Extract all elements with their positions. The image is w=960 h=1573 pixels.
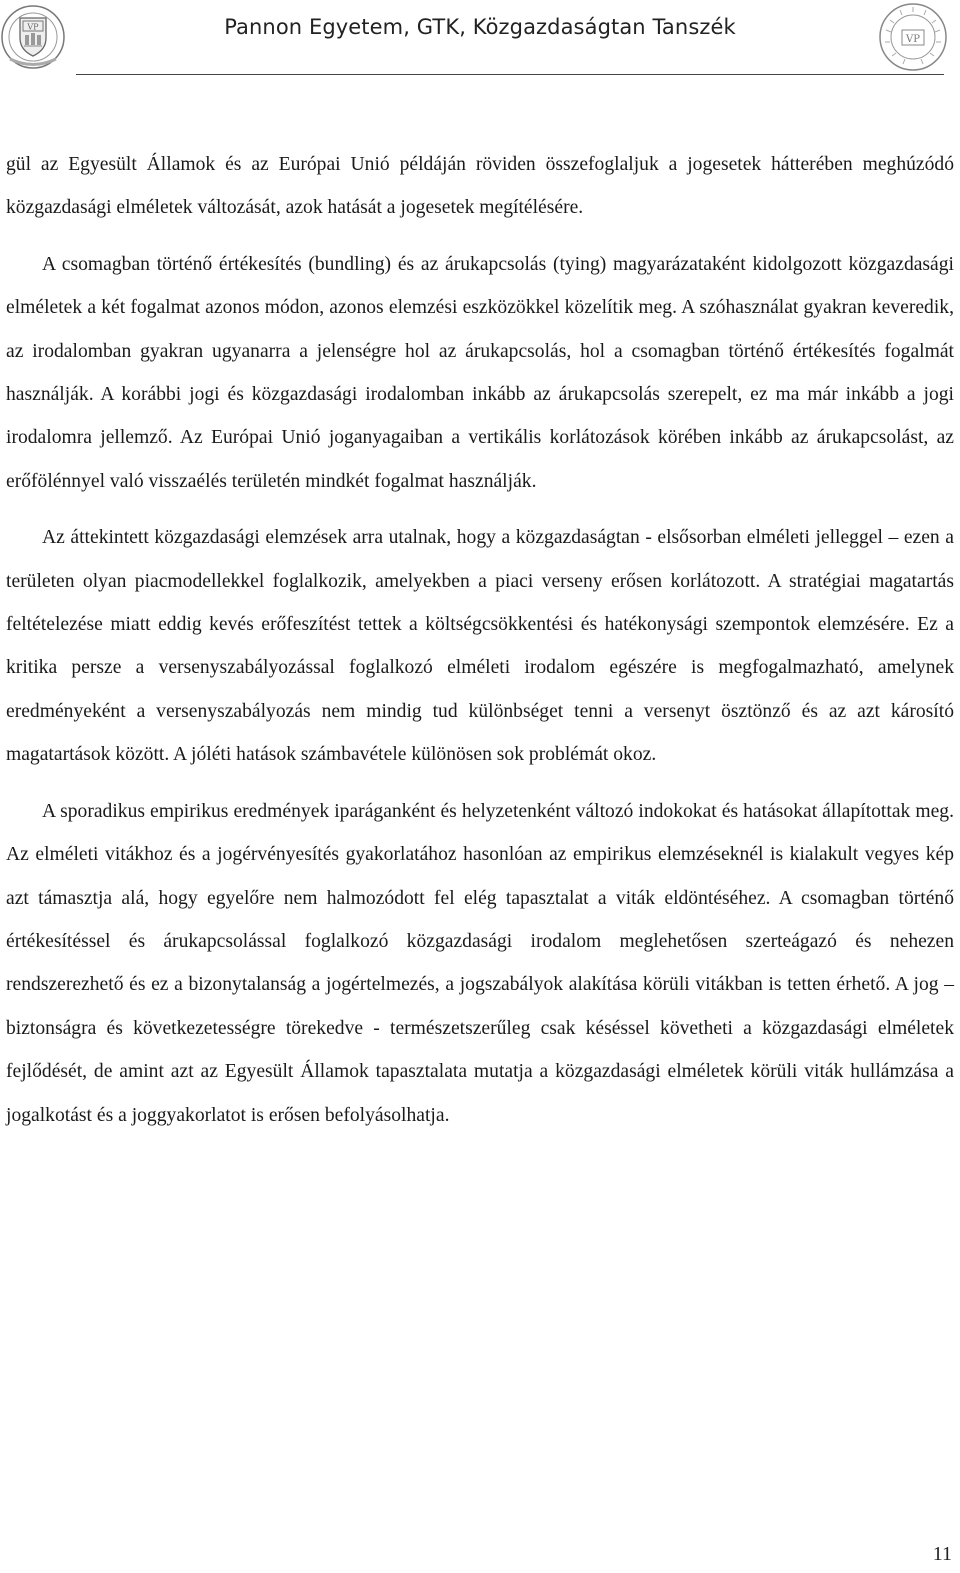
page-header [0, 0, 960, 78]
document-body [6, 143, 954, 1137]
faculty-seal-icon [878, 2, 948, 72]
paragraph: gül az Egyesült Államok és az Európai Unió példáján röviden összefoglaljuk a jogesetek hátterében meghúzódó közgazdasági elméletek változását, azok hatását a jogesetek megítélésére. [6, 154, 954, 219]
paragraph: Az áttekintett közgazdasági elemzések arra utalnak, hogy a közgazdaságtan - elsősorban elméleti jelleggel – ezen a területen olyan piacmodellekkel foglalkozik, amelyekben a piaci verseny erősen korlátozott. A stratégiai magatartás feltételezése miatt eddig kevés erőfeszítést tettek a költségcsökkentési és hatékonysági szempontok elemzésére. Ez a kritika persze a versenyszabályozással foglalkozó elméleti irodalom egészére is megfogalmazható, amelynek eredményeként a versenyszabályozás nem mindig tud különbséget tenni a versenyt ösztönző és az azt károsító magatartások között. A jóléti hatások számbavétele különösen sok problémát okoz. [6, 527, 954, 766]
svg-text:VP: VP [906, 34, 920, 45]
svg-text:VP: VP [27, 22, 39, 32]
page-number: 11 [932, 1543, 952, 1565]
header-divider [76, 74, 944, 75]
paragraph: A csomagban történő értékesítés (bundling) és az árukapcsolás (tying) magyarázataként kidolgozott közgazdasági elméletek a két fogalmat azonos módon, azonos elemzési eszközökkel közelítik meg. A szóhasználat gyakran keveredik, az irodalomban gyakran ugyanarra a jelenségre hol az árukapcsolás, hol a csomagban történő értékesítés fogalmát használják. A korábbi jogi és közgazdasági irodalomban inkább az árukapcsolás szerepelt, ez ma már inkább a jogi irodalomra jellemző. Az Európai Unió joganyagaiban a vertikális korlátozások körében inkább az árukapcsolást, az erőfölénnyel való visszaélés területén mindkét fogalmat használják. [6, 253, 954, 492]
paragraph: A sporadikus empirikus eredmények iparáganként és helyzetenként változó indokokat és hatásokat állapítottak meg. Az elméleti vitákhoz és a jogérvényesítés gyakorlatához hasonlóan az empirikus elemzéseknél is kialakult vegyes kép azt támasztja alá, hogy egyelőre nem halmozódott fel elég tapasztalat a viták eldöntéséhez. A csomagban történő értékesítéssel és árukapcsolással foglalkozó közgazdasági irodalom meglehetősen szerteágazó és nehezen rendszerezhető és ez a bizonytalanság a jogértelmezés, a jogszabályok alakítása körüli vitákban is tetten érhető. A jog – biztonságra és következetességre törekedve - természetszerűleg csak késéssel követheti a közgazdasági elméletek fejlődését, de amint azt az Egyesült Államok tapasztalata mutatja a közgazdasági elméletek körüli viták hullámzása a jogalkotást és a joggyakorlatot is erősen befolyásolhatja. [6, 800, 954, 1126]
university-crest-icon [0, 4, 66, 70]
header-title: Pannon Egyetem, GTK, Közgazdaságtan Tanszék [224, 15, 736, 39]
